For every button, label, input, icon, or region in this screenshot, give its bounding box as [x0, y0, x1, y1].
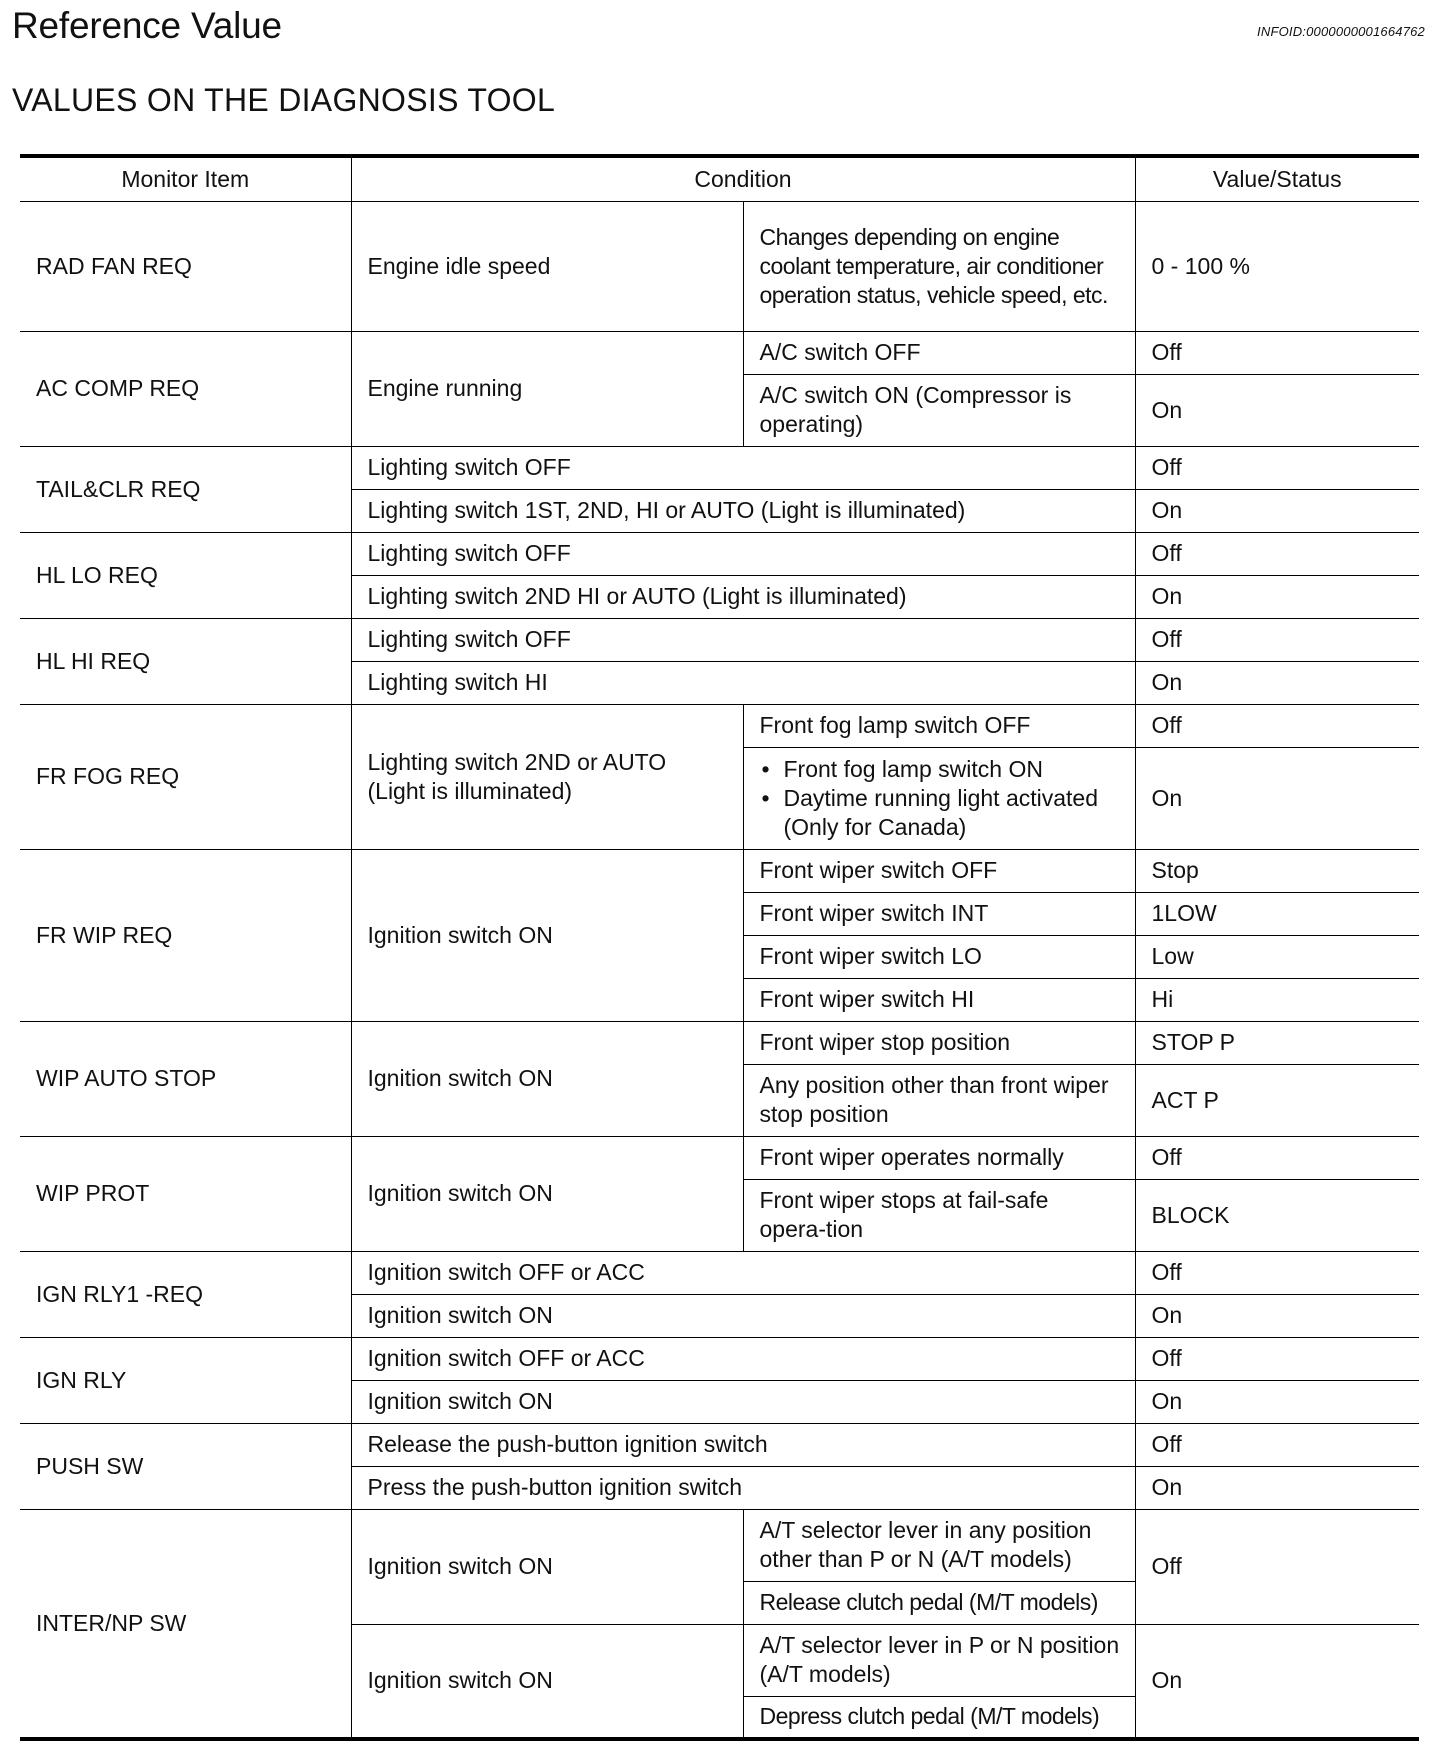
- monitor-item: PUSH SW: [20, 1423, 351, 1509]
- condition: Lighting switch OFF: [351, 446, 1135, 489]
- sub-condition: Front wiper operates normally: [743, 1136, 1135, 1179]
- condition: Lighting switch HI: [351, 661, 1135, 704]
- value-status: Off: [1135, 1136, 1419, 1179]
- value-status: Hi: [1135, 978, 1419, 1021]
- value-status: Off: [1135, 446, 1419, 489]
- value-status: On: [1135, 661, 1419, 704]
- value-status: Off: [1135, 1337, 1419, 1380]
- condition: Ignition switch OFF or ACC: [351, 1337, 1135, 1380]
- table-row: [20, 532, 1419, 575]
- table-header-row: [20, 156, 1419, 201]
- monitor-item: TAIL&CLR REQ: [20, 446, 351, 532]
- sub-condition: Changes depending on engine coolant temperature, air conditioner operation status, vehicle speed, etc.: [743, 201, 1135, 331]
- bullet-item: • Daytime running light activated (Only for Canada): [760, 784, 1121, 842]
- value-status: Off: [1135, 331, 1419, 374]
- sub-condition: Front wiper switch OFF: [743, 849, 1135, 892]
- condition: Ignition switch ON: [351, 1294, 1135, 1337]
- sub-condition: Front wiper switch HI: [743, 978, 1135, 1021]
- value-status: ACT P: [1135, 1064, 1419, 1136]
- sub-condition: Front wiper stop position: [743, 1021, 1135, 1064]
- sub-condition: Any position other than front wiper stop position: [743, 1064, 1135, 1136]
- table-row: [20, 849, 1419, 892]
- condition: Lighting switch OFF: [351, 618, 1135, 661]
- monitor-item: HL LO REQ: [20, 532, 351, 618]
- value-status: BLOCK: [1135, 1179, 1419, 1251]
- monitor-item: WIP PROT: [20, 1136, 351, 1251]
- table-row: [20, 1337, 1419, 1380]
- table-row: [20, 618, 1419, 661]
- condition: Press the push-button ignition switch: [351, 1466, 1135, 1509]
- monitor-item: FR WIP REQ: [20, 849, 351, 1021]
- condition: Lighting switch 1ST, 2ND, HI or AUTO (Light is illuminated): [351, 489, 1135, 532]
- value-status: Stop: [1135, 849, 1419, 892]
- sub-condition: Front wiper stops at fail-safe opera-tion: [743, 1179, 1135, 1251]
- value-status: Low: [1135, 935, 1419, 978]
- section-heading: VALUES ON THE DIAGNOSIS TOOL: [12, 82, 556, 118]
- value-status: Off: [1135, 1251, 1419, 1294]
- table-row: [20, 201, 1419, 331]
- monitor-item: WIP AUTO STOP: [20, 1021, 351, 1136]
- value-status: On: [1135, 489, 1419, 532]
- condition: Ignition switch ON: [351, 1624, 743, 1739]
- monitor-item: RAD FAN REQ: [20, 201, 351, 331]
- value-status: On: [1135, 1294, 1419, 1337]
- condition: Ignition switch ON: [351, 1509, 743, 1624]
- table-row: [20, 1251, 1419, 1294]
- sub-condition: A/T selector lever in any position other than P or N (A/T models): [743, 1509, 1135, 1581]
- sub-condition: Depress clutch pedal (M/T models): [743, 1696, 1135, 1739]
- column-header-condition: Condition: [351, 156, 1135, 201]
- condition: Engine idle speed: [351, 201, 743, 331]
- bullet-item: • Front fog lamp switch ON: [760, 755, 1121, 784]
- condition: Ignition switch ON: [351, 1136, 743, 1251]
- page-title: Reference Value: [12, 5, 282, 46]
- table-row: [20, 446, 1419, 489]
- sub-condition: Front wiper switch INT: [743, 892, 1135, 935]
- condition: Ignition switch ON: [351, 1380, 1135, 1423]
- condition: Engine running: [351, 331, 743, 446]
- table-row: [20, 1021, 1419, 1064]
- monitor-item: AC COMP REQ: [20, 331, 351, 446]
- monitor-item: INTER/NP SW: [20, 1509, 351, 1739]
- value-status: 1LOW: [1135, 892, 1419, 935]
- monitor-item: IGN RLY: [20, 1337, 351, 1423]
- sub-condition: Front fog lamp switch OFF: [743, 704, 1135, 747]
- table-row: [20, 331, 1419, 374]
- value-status: STOP P: [1135, 1021, 1419, 1064]
- sub-condition: A/T selector lever in P or N position (A/T models): [743, 1624, 1135, 1696]
- value-status: On: [1135, 1624, 1419, 1739]
- column-header-monitor-item: Monitor Item: [20, 156, 351, 201]
- table-row: [20, 704, 1419, 747]
- monitor-item: IGN RLY1 -REQ: [20, 1251, 351, 1337]
- sub-condition: [743, 747, 1135, 849]
- table-row: [20, 1136, 1419, 1179]
- reference-value-table: [20, 154, 1419, 1741]
- condition: Release the push-button ignition switch: [351, 1423, 1135, 1466]
- value-status: Off: [1135, 1509, 1419, 1624]
- value-status: On: [1135, 1466, 1419, 1509]
- sub-condition: A/C switch OFF: [743, 331, 1135, 374]
- value-status: Off: [1135, 704, 1419, 747]
- info-id: INFOID:0000000001664762: [1257, 24, 1425, 39]
- value-status: Off: [1135, 532, 1419, 575]
- value-status: Off: [1135, 618, 1419, 661]
- condition: Lighting switch 2ND HI or AUTO (Light is illuminated): [351, 575, 1135, 618]
- monitor-item: HL HI REQ: [20, 618, 351, 704]
- column-header-value-status: Value/Status: [1135, 156, 1419, 201]
- value-status: 0 - 100 %: [1135, 201, 1419, 331]
- value-status: Off: [1135, 1423, 1419, 1466]
- bullet-list: [760, 755, 1121, 842]
- condition: Lighting switch 2ND or AUTO (Light is illuminated): [351, 704, 743, 849]
- sub-condition: Front wiper switch LO: [743, 935, 1135, 978]
- table-row: [20, 1423, 1419, 1466]
- table-row: [20, 1509, 1419, 1581]
- value-status: On: [1135, 575, 1419, 618]
- sub-condition: A/C switch ON (Compressor is operating): [743, 374, 1135, 446]
- monitor-item: FR FOG REQ: [20, 704, 351, 849]
- condition: Ignition switch ON: [351, 849, 743, 1021]
- value-status: On: [1135, 747, 1419, 849]
- sub-condition: Release clutch pedal (M/T models): [743, 1581, 1135, 1624]
- condition: Ignition switch ON: [351, 1021, 743, 1136]
- condition: Ignition switch OFF or ACC: [351, 1251, 1135, 1294]
- value-status: On: [1135, 1380, 1419, 1423]
- value-status: On: [1135, 374, 1419, 446]
- condition: Lighting switch OFF: [351, 532, 1135, 575]
